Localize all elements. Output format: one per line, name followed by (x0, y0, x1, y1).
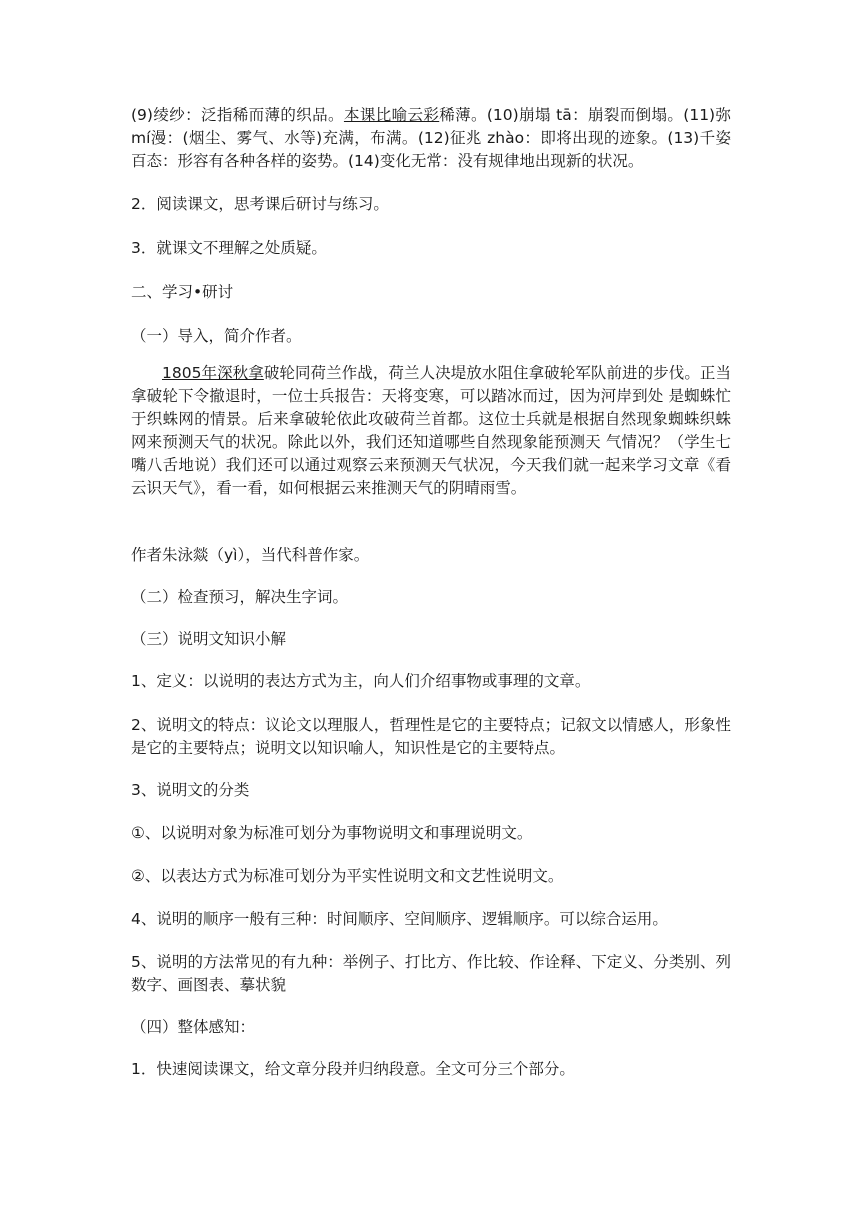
knowledge-classification-a: ①、以说明对象为标准可划分为事物说明文和事理说明文。 (131, 824, 533, 842)
knowledge-classification: 3、说明文的分类 (131, 781, 250, 799)
knowledge-classification-b: ②、以表达方式为标准可划分为平实性说明文和文艺性说明文。 (131, 867, 564, 885)
vocab-notes-text: (9)绫纱：泛指稀而薄的织品。 (131, 106, 344, 124)
intro-underlined: 1805年深秋拿 (162, 364, 264, 382)
intro-paragraph (131, 362, 731, 500)
intro-text: 破轮同荷兰作战，荷兰人决堤放水阻住拿破轮军队前进的步伐。正当拿破轮下令撤退时，一位士兵报告：天将变寒，可以踏冰而过，因为河岸到处 是蜘蛛忙于织蛛网的情景。后来拿破轮依此攻破荷兰首都。这位士兵就是根据自然现象蜘蛛织蛛网来预测天气的状况。除此以外，我们还知道哪些自然现象能预测天 气情况？（学生七嘴八舌地说）我们还可以通过观察云来预测天气状况，今天我们就一起来学习文章《看云识天气》，看一看，如何根据云来推测天气的阴晴雨雪。 (131, 364, 731, 497)
section-heading-study: 二、学习•研讨 (131, 283, 234, 301)
knowledge-features: 2、说明文的特点：议论文以理服人，哲理性是它的主要特点；记叙文以情感人，形象性是它的主要特点；说明文以知识喻人，知识性是它的主要特点。 (131, 716, 731, 757)
step-2-paragraph: 2．阅读课文，思考课后研讨与练习。 (131, 195, 389, 213)
vocab-notes-paragraph (131, 104, 731, 173)
vocab-notes-text-continued: 稀薄。(10)崩塌 tā：崩裂而倒塌。(11)弥 mí漫：(烟尘、雾气、水等)充满，布满。(12)征兆 zhào：即将出现的迹象。(13)千姿百态：形容有各种各样的姿势。(14)变化无常：没有规律地出现新的状况。 (131, 106, 731, 170)
whole-step-1: 1．快速阅读课文，给文章分段并归纳段意。全文可分三个部分。 (131, 1060, 575, 1078)
knowledge-definition: 1、定义：以说明的表达方式为主，向人们介绍事物或事理的文章。 (131, 672, 591, 690)
subheading-knowledge: （三）说明文知识小解 (131, 630, 287, 648)
knowledge-methods: 5、说明的方法常见的有九种：举例子、打比方、作比较、作诠释、下定义、分类别、列数字、画图表、摹状貌 (131, 953, 731, 994)
vocab-notes-underlined: 本课比喻云彩 (343, 106, 440, 124)
subheading-check: （二）检查预习，解决生字词。 (131, 588, 349, 606)
subheading-intro: （一）导入，简介作者。 (131, 327, 302, 345)
subheading-whole: （四）整体感知： (131, 1018, 256, 1036)
knowledge-order: 4、说明的顺序一般有三种：时间顺序、空间顺序、逻辑顺序。可以综合运用。 (131, 910, 668, 928)
step-3-paragraph: 3．就课文不理解之处质疑。 (131, 239, 327, 257)
author-paragraph: 作者朱泳燚（yì），当代科普作家。 (131, 546, 370, 564)
